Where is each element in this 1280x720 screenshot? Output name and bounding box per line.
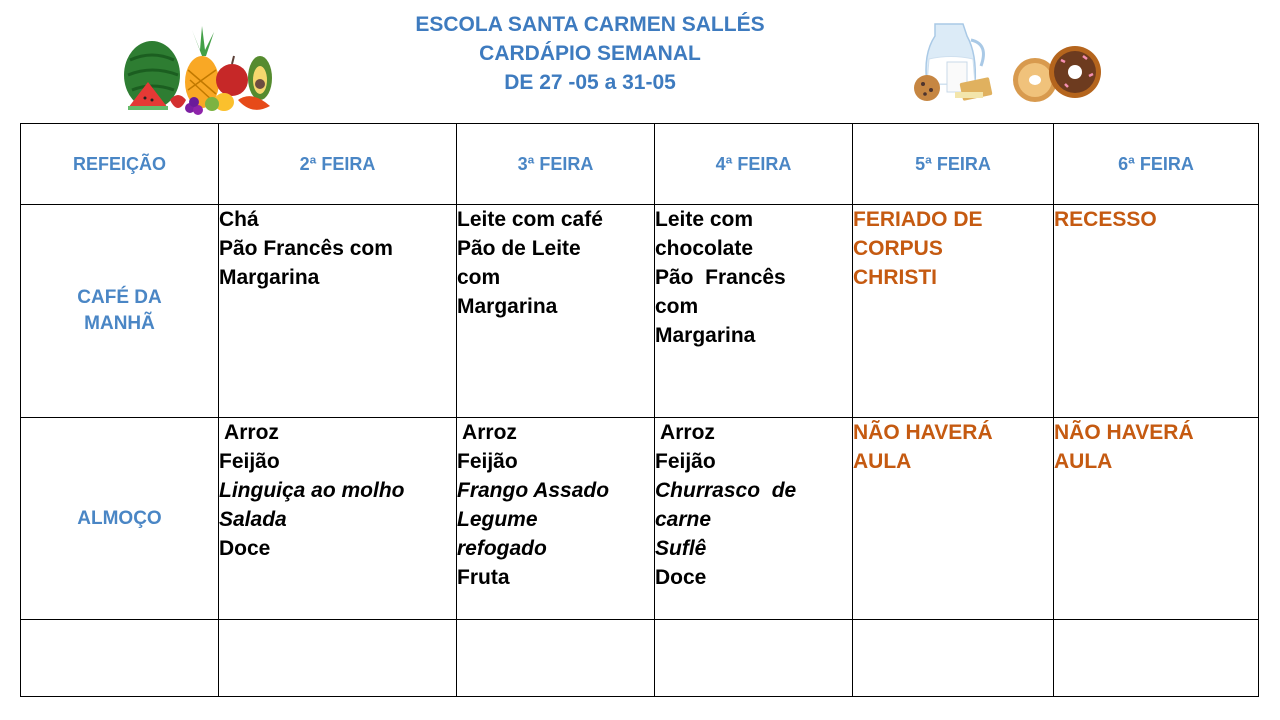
empty-cell <box>853 620 1054 697</box>
empty-cell <box>21 620 219 697</box>
table-row-breakfast <box>21 205 1259 418</box>
empty-cell <box>1054 620 1259 697</box>
empty-cell <box>457 620 655 697</box>
breakfast-tuesday: Leite com café Pão de Leite com Margarina <box>457 205 655 418</box>
menu-title: CARDÁPIO SEMANAL <box>479 42 701 65</box>
breakfast-wednesday: Leite com chocolate Pão Francês com Margarina <box>655 205 853 418</box>
page-header <box>340 10 840 97</box>
lunch-thursday-no-class: NÃO HAVERÁ AULA <box>853 418 1054 620</box>
column-header-tuesday: 3ª FEIRA <box>457 124 655 205</box>
column-header-friday: 6ª FEIRA <box>1054 124 1259 205</box>
breakfast-thursday-holiday: FERIADO DE CORPUS CHRISTI <box>853 205 1054 418</box>
lunch-tuesday: Arroz Feijão Frango Assado Legume refogado Fruta <box>457 418 655 620</box>
lunch-friday-no-class: NÃO HAVERÁ AULA <box>1054 418 1259 620</box>
lunch-monday: Arroz Feijão Linguiça ao molho Salada Doce <box>219 418 457 620</box>
weekly-menu-table <box>20 123 1259 697</box>
column-header-wednesday: 4ª FEIRA <box>655 124 853 205</box>
column-header-thursday: 5ª FEIRA <box>853 124 1054 205</box>
table-header-row <box>21 124 1259 205</box>
row-label-lunch: ALMOÇO <box>21 418 219 620</box>
lunch-wednesday: Arroz Feijão Churrasco de carne Suflê Doce <box>655 418 853 620</box>
empty-cell <box>655 620 853 697</box>
milk-cookies-donuts-illustration <box>905 14 1115 114</box>
table-row-lunch <box>21 418 1259 620</box>
breakfast-monday: Chá Pão Francês com Margarina <box>219 205 457 418</box>
column-header-meal: REFEIÇÃO <box>21 124 219 205</box>
empty-cell <box>219 620 457 697</box>
date-range: DE 27 -05 a 31-05 <box>504 71 676 94</box>
row-label-breakfast: CAFÉ DA MANHÃ <box>21 205 219 418</box>
breakfast-friday-recess: RECESSO <box>1054 205 1259 418</box>
column-header-monday: 2ª FEIRA <box>219 124 457 205</box>
table-row-empty <box>21 620 1259 697</box>
school-name: ESCOLA SANTA CARMEN SALLÉS <box>415 13 765 36</box>
fruits-illustration <box>120 20 280 120</box>
